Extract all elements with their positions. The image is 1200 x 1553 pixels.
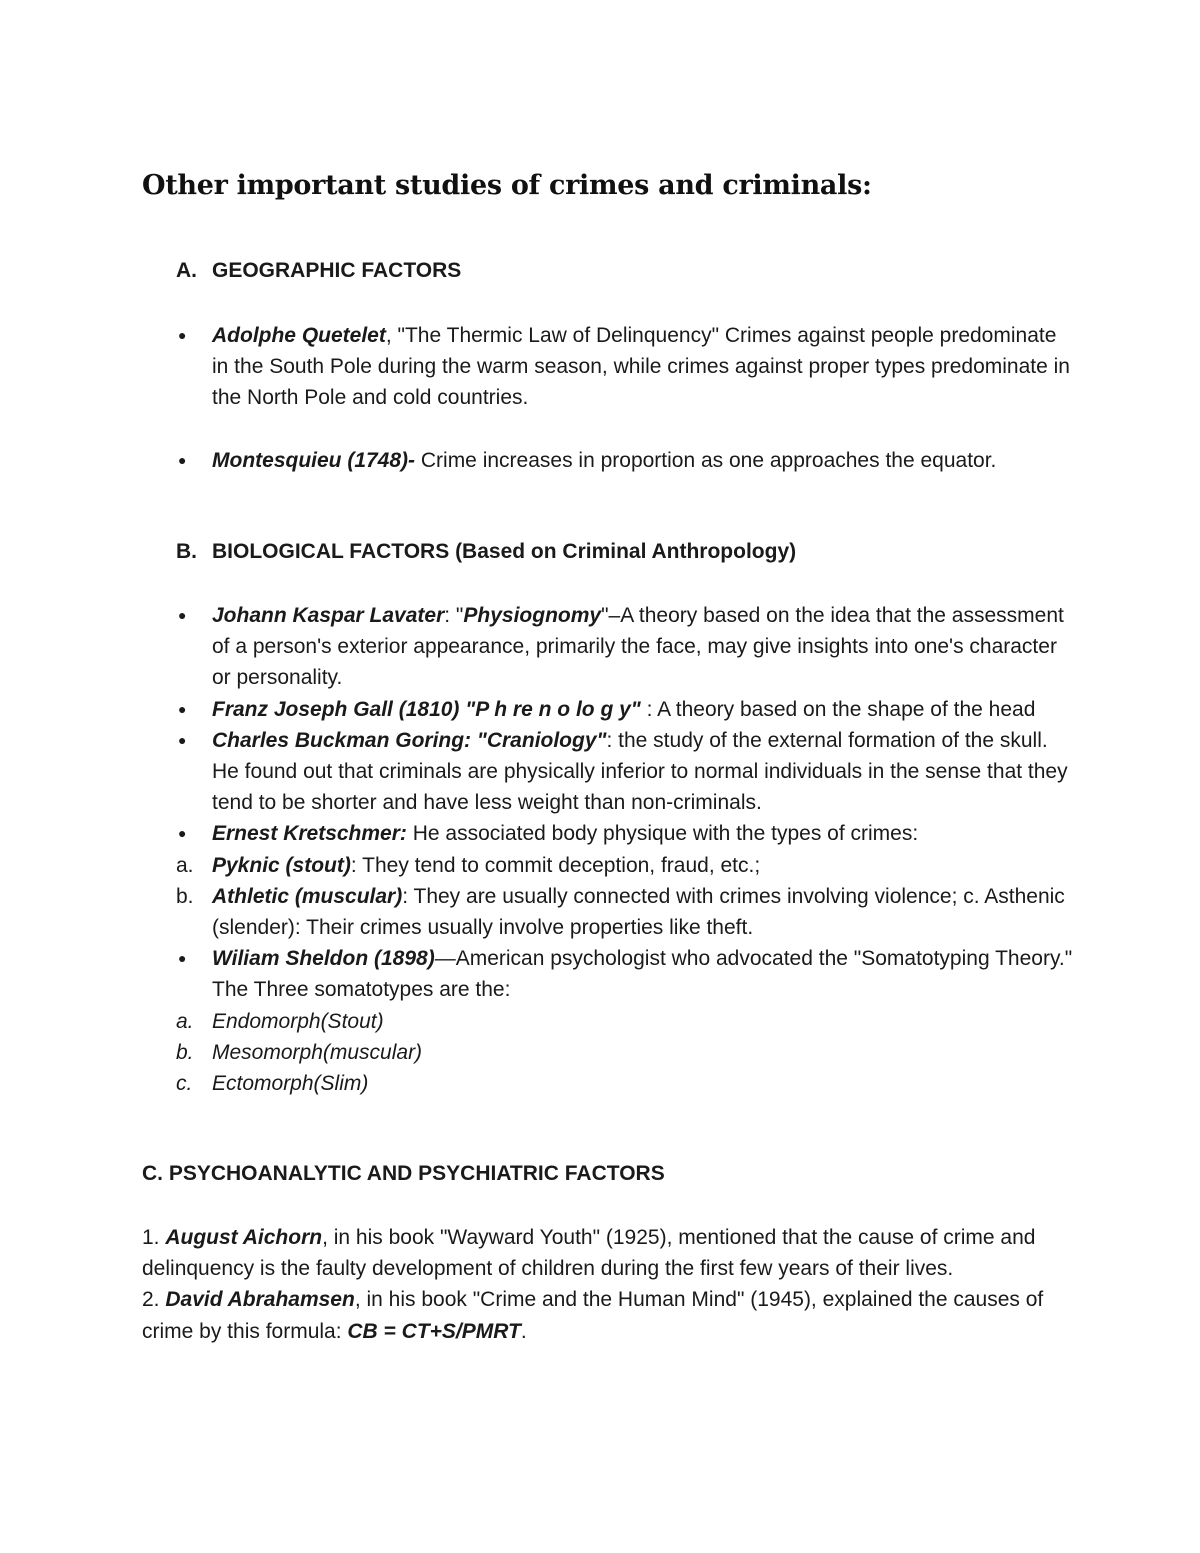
somatotype-text: Endomorph(Stout) [212,1009,384,1033]
list-marker: b. [176,1040,194,1064]
bullet-icon: ● [178,451,187,468]
item-text: : They are usually connected with crimes involving violence; c. Asthenic (slender): Their crimes usually involve properties like theft. [212,884,1065,940]
list-item-lavater [176,600,1076,694]
list-item-gall [176,694,1076,725]
list-item-goring [176,725,1076,819]
section-b-heading [142,540,796,564]
item-text: : They tend to commit deception, fraud, etc.; [350,853,761,877]
bullet-icon: ● [178,327,187,343]
item-text: Crime increases in proportion as one approaches the equator. [415,448,997,472]
bullet-icon: ● [178,950,187,967]
somatotype-text: Ectomorph(Slim) [212,1072,369,1096]
list-marker: a. [176,853,194,877]
author-name: Montesquieu (1748)- [212,448,416,472]
list-item-pyknic [176,850,1076,881]
bullet-icon: ● [178,700,187,717]
somatotype-text: Mesomorph(muscular) [212,1040,423,1064]
item-end: . [520,1319,527,1343]
author-name: Wiliam Sheldon (1898) [212,947,435,971]
bullet-icon: ● [178,825,187,842]
list-item-montesquieu [176,445,1076,476]
section-a-title: GEOGRAPHIC FACTORS [212,259,462,282]
paragraph-aichorn [142,1222,1062,1284]
list-item-kretschmer [176,818,1076,849]
author-name: Charles Buckman Goring: "Craniology" [212,728,607,752]
list-item-sheldon [176,943,1076,1005]
biological-list [176,600,1076,1099]
item-text: , in his book "Crime and the Human Mind" (1945), explained the causes of crime by this formula: [142,1288,1044,1343]
item-text: : the study of the external formation of the skull. He found out that criminals are physically inferior to normal individuals in the sense that they tend to be shorter and have less weight than non-criminals. [212,728,1068,815]
crime-formula: CB = CT+S/PMRT [347,1319,521,1343]
type-name: Athletic (muscular) [212,884,403,908]
bullet-icon: ● [178,607,187,623]
list-item-endomorph [176,1006,1076,1037]
author-name: August Aichorn [165,1226,323,1249]
list-item-mesomorph [176,1037,1076,1068]
item-text: —American psychologist who advocated the "Somatotyping Theory." The Three somatotypes are the: [212,947,1073,1002]
list-marker: a. [176,1009,194,1033]
section-a-letter: A. [176,259,197,282]
author-name: David Abrahamsen [165,1288,355,1312]
section-c-heading: C. PSYCHOANALYTIC AND PSYCHIATRIC FACTORS [142,1162,665,1185]
type-name: Pyknic (stout) [212,853,351,877]
section-b-letter: B. [176,540,197,563]
item-text: , in his book "Wayward Youth" (1925), mentioned that the cause of crime and delinquency is the faulty development of children during the first few years of their lives. [142,1226,1036,1281]
bullet-icon: ● [178,731,187,748]
item-number: 1. [142,1226,166,1249]
item-text: , "The Thermic Law of Delinquency" Crimes against people predominate in the South Pole during the warm season, while crimes against proper types predominate in the North Pole and cold countries. [212,324,1070,410]
theory-term: Physiognomy [463,604,602,627]
item-text-mid: : " [444,604,464,627]
section-b-title: BIOLOGICAL FACTORS (Based on Criminal Anthropology) [212,540,797,563]
geographic-list [176,320,1076,476]
author-name: Adolphe Quetelet [212,324,386,347]
list-spacer [176,414,1076,445]
paragraph-abrahamsen [142,1284,1062,1346]
author-name: Ernest Kretschmer: [212,822,407,846]
author-name: Johann Kaspar Lavater [212,604,445,627]
author-name: Franz Joseph Gall (1810) "P h re n o lo g y" [212,697,641,721]
list-marker: c. [176,1072,193,1096]
section-a-heading [142,259,461,283]
page-title: Other important studies of crimes and criminals: [142,170,872,201]
item-number: 2. [142,1288,166,1312]
item-text: "–A theory based on the idea that the assessment of a person's exterior appearance, primarily the face, may give insights into one's character or personality. [212,604,1064,690]
list-item-ectomorph [176,1068,1076,1099]
list-item-athletic [176,881,1076,943]
list-marker: b. [176,884,194,908]
psychoanalytic-paragraphs [142,1222,1062,1347]
item-text: He associated body physique with the types of crimes: [406,822,919,846]
item-text: : A theory based on the shape of the head [640,697,1036,721]
list-item-quetelet [176,320,1076,414]
